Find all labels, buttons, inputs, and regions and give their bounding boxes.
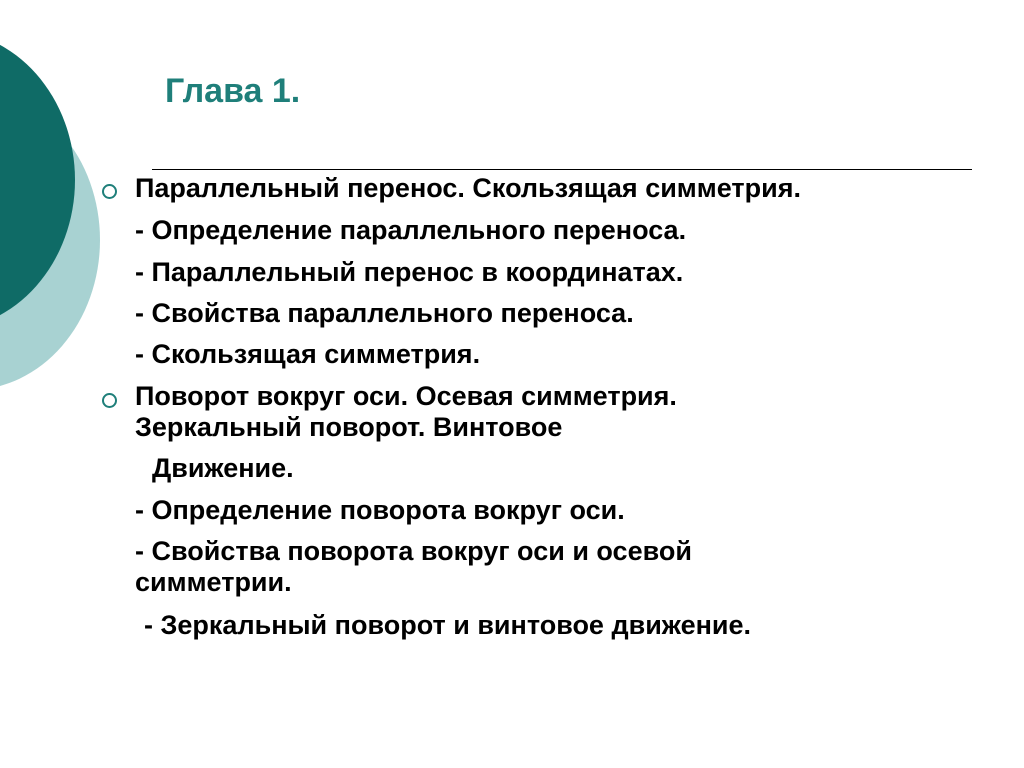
bullet-item-2-line-2: Зеркальный поворот. Винтовое xyxy=(135,412,563,442)
sub-item-5: - Определение поворота вокруг оси. xyxy=(135,495,625,525)
bullet-circle-icon xyxy=(102,184,117,199)
sub-item-2: - Параллельный перенос в координатах. xyxy=(135,257,684,287)
sub-item-1: - Определение параллельного переноса. xyxy=(135,215,687,245)
bullet-item-2-line-3: Движение. xyxy=(152,453,294,483)
sub-item-4: - Скользящая симметрия. xyxy=(135,339,481,369)
sub-item-7: - Зеркальный поворот и винтовое движение. xyxy=(144,610,752,640)
sub-item-3: - Свойства параллельного переноса. xyxy=(135,298,634,328)
title-divider xyxy=(152,169,972,170)
bullet-item-2-line-1: Поворот вокруг оси. Осевая симметрия. xyxy=(135,381,677,411)
sub-item-6-line-1: - Свойства поворота вокруг оси и осевой xyxy=(135,536,692,566)
sub-item-6-line-2: симметрии. xyxy=(135,567,292,597)
slide-title: Глава 1. xyxy=(165,72,301,110)
bullet-circle-icon xyxy=(102,393,117,408)
bullet-item-1: Параллельный перенос. Скользящая симметрия. xyxy=(135,173,801,203)
